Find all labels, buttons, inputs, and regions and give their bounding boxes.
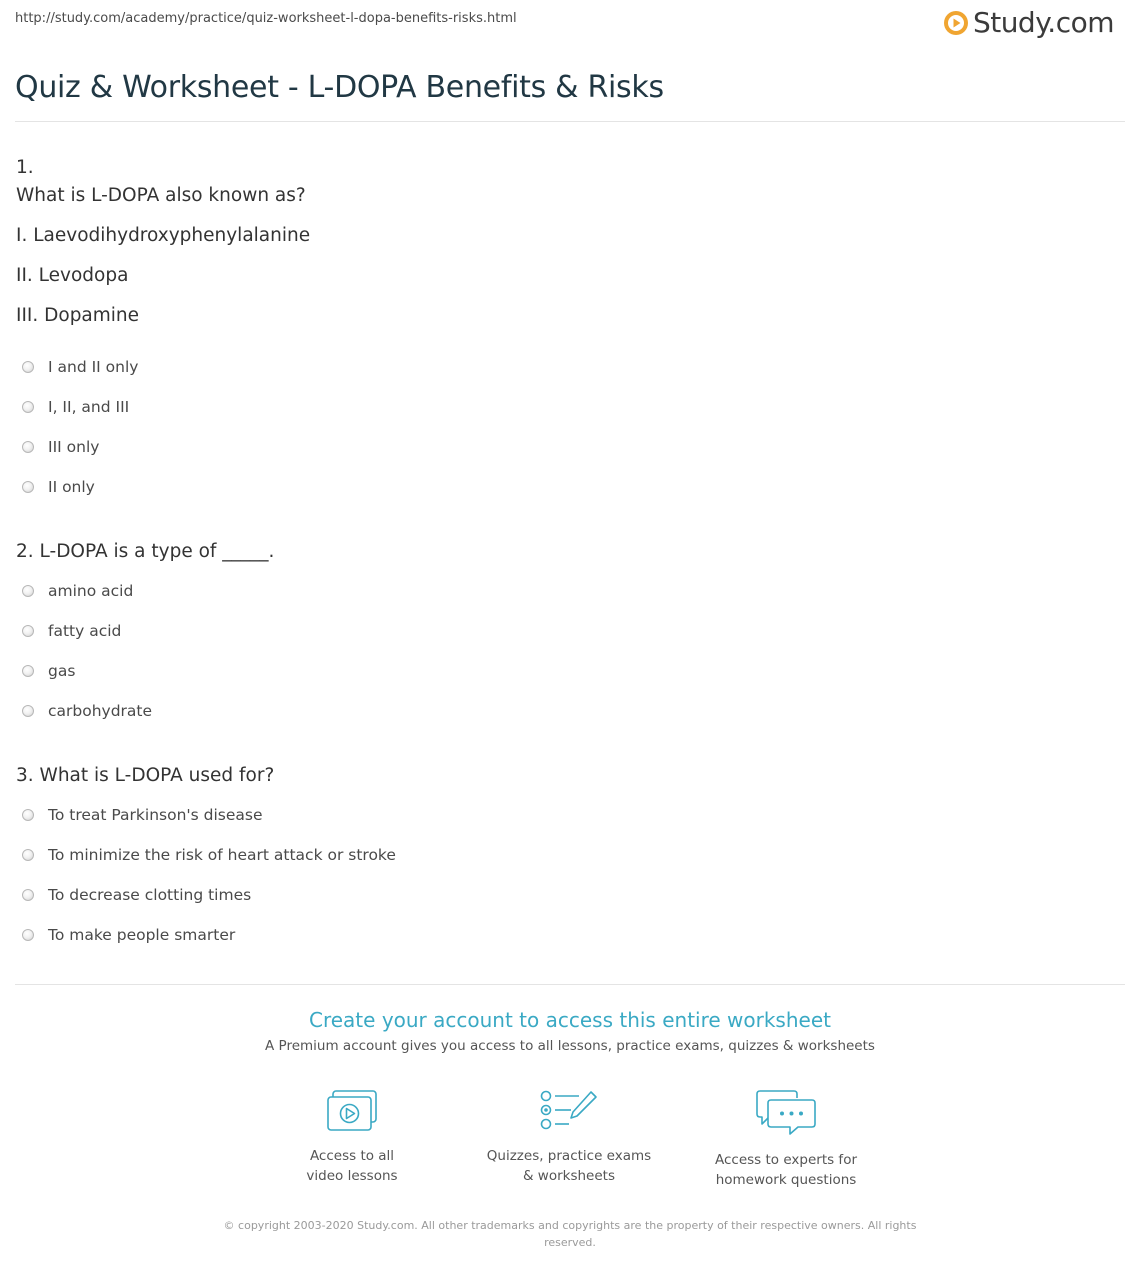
radio-button[interactable]	[22, 401, 34, 413]
radio-button[interactable]	[22, 929, 34, 941]
page-title: Quiz & Worksheet - L-DOPA Benefits & Risks	[15, 70, 664, 105]
question-1-option-3[interactable]	[22, 438, 99, 456]
question-1-number: 1.	[16, 157, 34, 178]
option-label: To treat Parkinson's disease	[48, 806, 263, 824]
page-url: http://study.com/academy/practice/quiz-worksheet-l-dopa-benefits-risks.html	[15, 11, 517, 26]
option-label: To make people smarter	[48, 926, 236, 944]
radio-button[interactable]	[22, 361, 34, 373]
study-logo[interactable]	[943, 6, 1114, 39]
feature-label: Access to experts for homework questions	[714, 1152, 857, 1188]
question-3-option-1[interactable]	[22, 806, 263, 824]
question-1-option-2[interactable]	[22, 398, 129, 416]
question-1-text: What is L-DOPA also known as?	[16, 185, 306, 206]
cta-divider	[15, 984, 1125, 985]
logo-text: Study.com	[972, 6, 1114, 39]
radio-button[interactable]	[22, 481, 34, 493]
option-label: gas	[48, 662, 76, 680]
radio-button[interactable]	[22, 585, 34, 597]
question-1-option-1[interactable]	[22, 358, 138, 376]
cta-subtitle: A Premium account gives you access to all lessons, practice exams, quizzes & worksheets	[265, 1038, 875, 1054]
cta-title-link[interactable]: Create your account to access this entire worksheet	[309, 1008, 831, 1032]
chat-bubbles-icon	[754, 1088, 818, 1138]
option-label: I, II, and III	[48, 398, 130, 416]
question-1-statement-1: I. Laevodihydroxyphenylalanine	[16, 225, 311, 246]
option-label: To minimize the risk of heart attack or stroke	[48, 846, 396, 864]
video-lessons-icon	[324, 1088, 380, 1134]
option-label: fatty acid	[48, 622, 122, 640]
feature-quizzes	[459, 1088, 679, 1186]
feature-video-lessons	[242, 1088, 462, 1186]
option-label: I and II only	[48, 358, 139, 376]
question-3-option-3[interactable]	[22, 886, 251, 904]
play-logo-icon	[943, 10, 969, 36]
question-2-option-4[interactable]	[22, 702, 152, 720]
radio-button[interactable]	[22, 625, 34, 637]
option-label: III only	[48, 438, 100, 456]
question-2-option-2[interactable]	[22, 622, 121, 640]
radio-button[interactable]	[22, 809, 34, 821]
title-divider	[15, 121, 1125, 122]
question-1-statement-2: II. Levodopa	[16, 265, 129, 286]
feature-experts	[676, 1088, 896, 1190]
feature-label: Quizzes, practice exams & worksheets	[486, 1148, 652, 1184]
copyright-notice: © copyright 2003-2020 Study.com. All other trademarks and copyrights are the property of their respective owners. All rights reserved.	[223, 1219, 917, 1249]
radio-button[interactable]	[22, 849, 34, 861]
question-3-option-4[interactable]	[22, 926, 235, 944]
question-1-option-4[interactable]	[22, 478, 95, 496]
option-label: carbohydrate	[48, 702, 153, 720]
option-label: To decrease clotting times	[48, 886, 252, 904]
question-2-text: 2. L-DOPA is a type of _____.	[16, 541, 275, 562]
radio-button[interactable]	[22, 665, 34, 677]
question-3-option-2[interactable]	[22, 846, 396, 864]
radio-button[interactable]	[22, 705, 34, 717]
radio-button[interactable]	[22, 441, 34, 453]
question-1-statement-3: III. Dopamine	[16, 305, 140, 326]
question-3-text: 3. What is L-DOPA used for?	[16, 765, 275, 786]
option-label: II only	[48, 478, 95, 496]
question-2-option-1[interactable]	[22, 582, 133, 600]
quiz-checklist-icon	[539, 1088, 599, 1134]
option-label: amino acid	[48, 582, 134, 600]
radio-button[interactable]	[22, 889, 34, 901]
feature-label: Access to all video lessons	[306, 1148, 398, 1184]
question-2-option-3[interactable]	[22, 662, 75, 680]
